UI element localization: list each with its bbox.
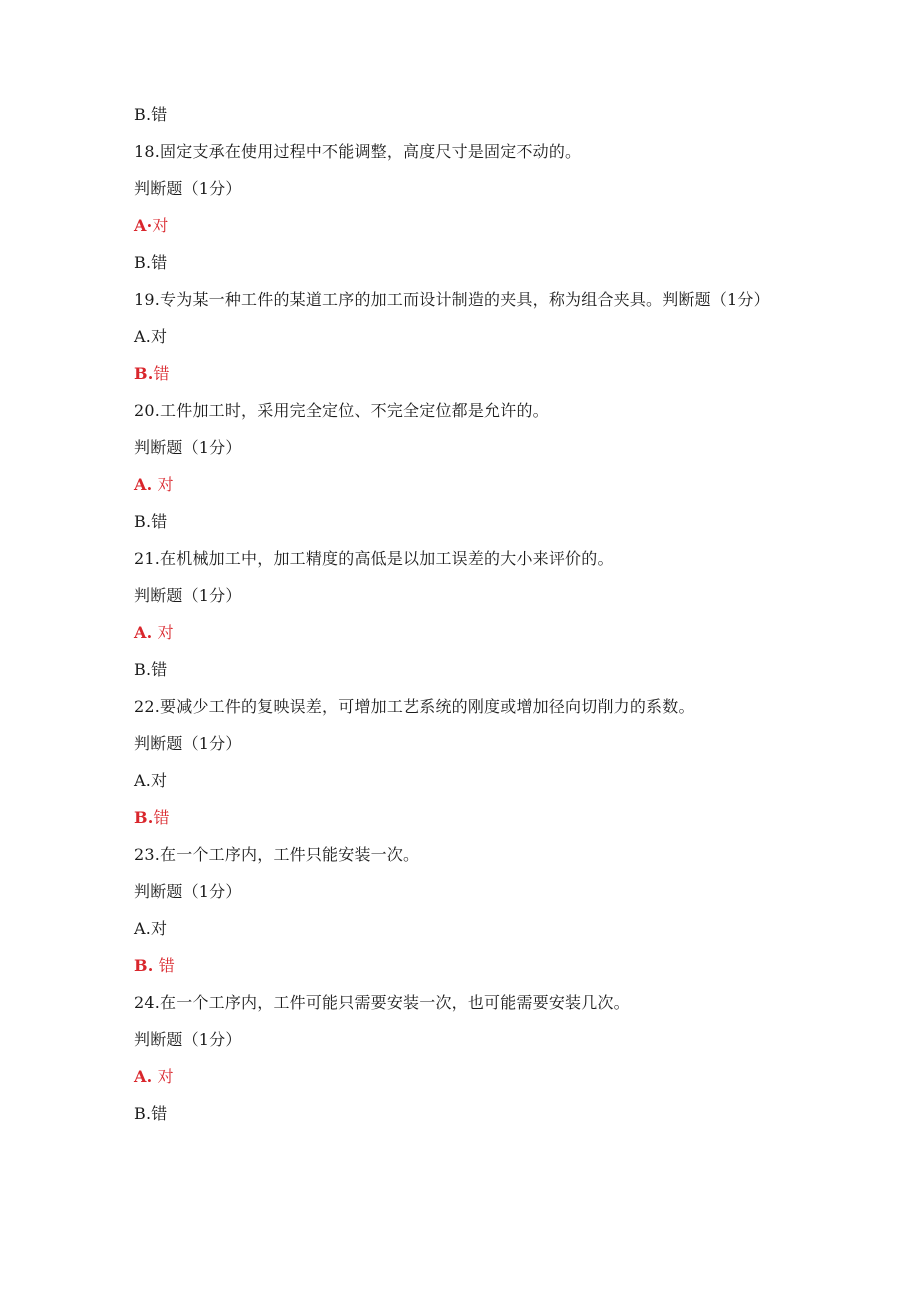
option-letter: B. bbox=[134, 808, 154, 827]
option-text: 错 bbox=[151, 105, 168, 124]
question-type-label: 判断题（1分） bbox=[134, 438, 242, 457]
question-text: 21.在机械加工中，加工精度的高低是以加工误差的大小来评价的。 bbox=[134, 549, 614, 568]
option-text: 错 bbox=[151, 512, 168, 531]
document-page bbox=[134, 96, 794, 1132]
answer-option-correct bbox=[134, 947, 794, 984]
option-letter: B. bbox=[134, 956, 154, 975]
option-letter: A. bbox=[134, 623, 153, 642]
answer-option-correct bbox=[134, 614, 794, 651]
option-text: 错 bbox=[151, 660, 168, 679]
answer-option-correct bbox=[134, 466, 794, 503]
question-type-label: 判断题（1分） bbox=[134, 1030, 242, 1049]
answer-option-correct bbox=[134, 799, 794, 836]
question-type-label: 判断题（1分） bbox=[134, 734, 242, 753]
option-text: 错 bbox=[153, 808, 170, 827]
option-letter: B. bbox=[134, 512, 152, 531]
option-letter: A. bbox=[134, 475, 153, 494]
option-text: 错 bbox=[151, 1104, 168, 1123]
option-text: 对 bbox=[152, 1067, 174, 1086]
option-letter: B. bbox=[134, 105, 152, 124]
option-text: 错 bbox=[151, 253, 168, 272]
answer-option bbox=[134, 96, 794, 133]
answer-option-correct bbox=[134, 207, 794, 244]
answer-option bbox=[134, 503, 794, 540]
question-text: 18.固定支承在使用过程中不能调整，高度尺寸是固定不动的。 bbox=[134, 142, 582, 161]
option-letter: A. bbox=[134, 919, 152, 938]
question-text: 19.专为某一种工件的某道工序的加工而设计制造的夹具，称为组合夹具。判断题（1分） bbox=[134, 290, 770, 309]
question-text: 24.在一个工序内，工件可能只需要安装一次，也可能需要安装几次。 bbox=[134, 993, 630, 1012]
answer-option bbox=[134, 1095, 794, 1132]
option-text: 对 bbox=[152, 216, 169, 235]
option-text: 对 bbox=[151, 771, 168, 790]
answer-option bbox=[134, 910, 794, 947]
option-text: 对 bbox=[152, 623, 174, 642]
option-text: 对 bbox=[152, 475, 174, 494]
answer-option bbox=[134, 244, 794, 281]
option-letter: A. bbox=[134, 771, 152, 790]
option-letter: B. bbox=[134, 253, 152, 272]
option-letter: A· bbox=[134, 216, 153, 235]
option-letter: B. bbox=[134, 364, 154, 383]
question-type-label: 判断题（1分） bbox=[134, 179, 242, 198]
answer-option bbox=[134, 318, 794, 355]
option-letter: B. bbox=[134, 660, 152, 679]
option-text: 对 bbox=[151, 919, 168, 938]
option-letter: A. bbox=[134, 1067, 153, 1086]
answer-option-correct bbox=[134, 1058, 794, 1095]
question-text: 20.工件加工时，采用完全定位、不完全定位都是允许的。 bbox=[134, 401, 549, 420]
answer-option-correct bbox=[134, 355, 794, 392]
option-letter: B. bbox=[134, 1104, 152, 1123]
option-letter: A. bbox=[134, 327, 152, 346]
answer-option bbox=[134, 651, 794, 688]
option-text: 对 bbox=[151, 327, 168, 346]
question-text: 23.在一个工序内，工件只能安装一次。 bbox=[134, 845, 420, 864]
option-text: 错 bbox=[153, 956, 175, 975]
question-text: 22.要减少工件的复映误差，可增加工艺系统的刚度或增加径向切削力的系数。 bbox=[134, 697, 695, 716]
question-type-label: 判断题（1分） bbox=[134, 882, 242, 901]
question-type-label: 判断题（1分） bbox=[134, 586, 242, 605]
answer-option bbox=[134, 762, 794, 799]
option-text: 错 bbox=[153, 364, 170, 383]
